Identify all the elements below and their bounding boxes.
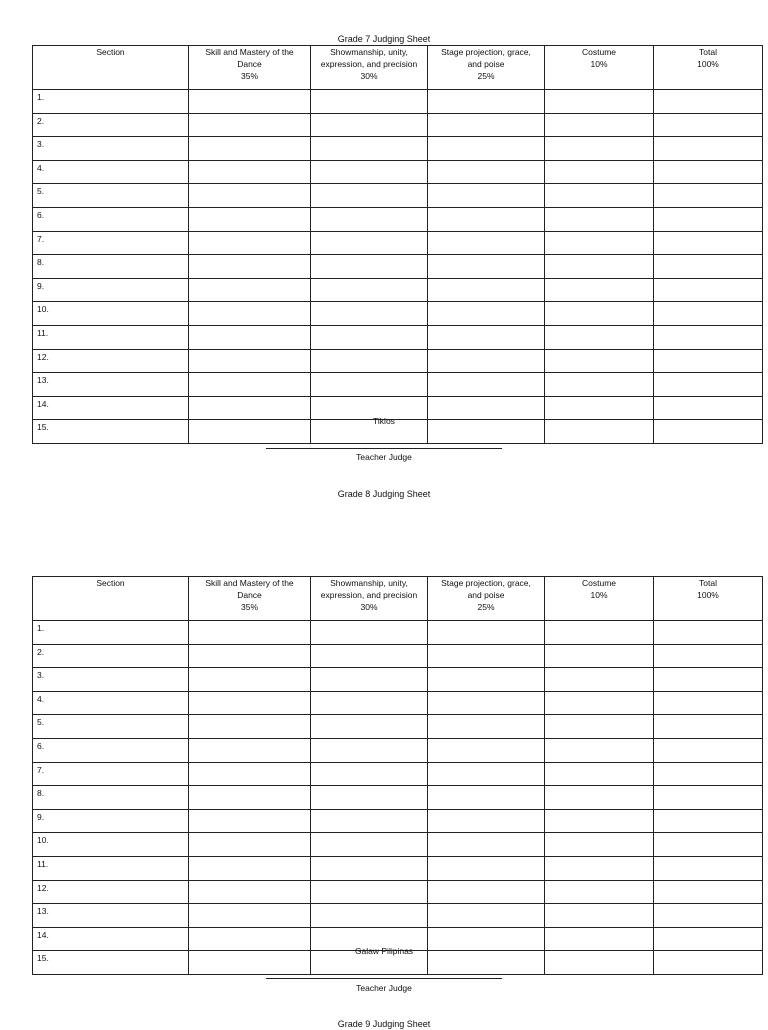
column-header-line: Dance [237, 59, 262, 69]
score-cell[interactable] [428, 207, 545, 231]
row-number: 2. [33, 113, 189, 137]
row-number: 4. [33, 691, 189, 715]
score-cell[interactable] [189, 255, 311, 279]
table-row [33, 113, 763, 137]
dance-name: Galaw Pilipinas [354, 946, 414, 956]
column-header-line: 25% [477, 602, 495, 612]
score-cell[interactable] [545, 90, 654, 114]
score-cell[interactable] [311, 207, 428, 231]
score-cell[interactable] [545, 278, 654, 302]
score-cell[interactable] [189, 349, 311, 373]
score-cell[interactable] [189, 809, 311, 833]
score-cell[interactable] [654, 373, 763, 397]
score-cell[interactable] [654, 621, 763, 645]
score-cell[interactable] [545, 668, 654, 692]
table-row [33, 856, 763, 880]
score-cell[interactable] [311, 373, 428, 397]
score-cell[interactable] [654, 762, 763, 786]
score-cell[interactable] [189, 160, 311, 184]
row-number: 3. [33, 668, 189, 692]
score-cell[interactable] [189, 856, 311, 880]
signature-line [266, 978, 502, 979]
column-header-line: 100% [697, 59, 719, 69]
score-cell[interactable] [189, 762, 311, 786]
score-cell[interactable] [428, 113, 545, 137]
column-header-line: 10% [590, 590, 608, 600]
score-cell[interactable] [189, 302, 311, 326]
table-row [33, 880, 763, 904]
score-cell[interactable] [189, 90, 311, 114]
sheet-title: Grade 9 Judging Sheet [337, 1019, 431, 1029]
column-header-line: 10% [590, 59, 608, 69]
column-header-line: 25% [477, 71, 495, 81]
score-cell[interactable] [545, 184, 654, 208]
score-cell[interactable] [428, 880, 545, 904]
score-cell[interactable] [189, 644, 311, 668]
row-number: 15. [33, 420, 189, 444]
score-cell[interactable] [189, 715, 311, 739]
score-cell[interactable] [654, 325, 763, 349]
table-row [33, 786, 763, 810]
score-cell[interactable] [428, 255, 545, 279]
column-header-line: Total [699, 47, 717, 57]
score-cell[interactable] [654, 231, 763, 255]
score-cell[interactable] [189, 325, 311, 349]
score-cell[interactable] [545, 255, 654, 279]
row-number: 10. [33, 302, 189, 326]
score-cell[interactable] [654, 278, 763, 302]
row-number: 13. [33, 904, 189, 928]
score-cell[interactable] [311, 738, 428, 762]
score-cell[interactable] [428, 325, 545, 349]
table-row [33, 231, 763, 255]
judge-label: Teacher Judge [356, 983, 412, 993]
score-cell[interactable] [654, 302, 763, 326]
score-cell[interactable] [189, 231, 311, 255]
score-cell[interactable] [545, 325, 654, 349]
row-number: 1. [33, 90, 189, 114]
score-cell[interactable] [654, 856, 763, 880]
row-number: 6. [33, 738, 189, 762]
score-cell[interactable] [545, 715, 654, 739]
score-cell[interactable] [545, 786, 654, 810]
judge-label: Teacher Judge [356, 452, 412, 462]
row-number: 1. [33, 621, 189, 645]
column-header [311, 577, 428, 621]
score-cell[interactable] [311, 856, 428, 880]
score-cell[interactable] [428, 349, 545, 373]
score-cell[interactable] [428, 762, 545, 786]
dance-name: Tiklos [373, 416, 395, 426]
column-header-line: 30% [360, 602, 378, 612]
column-header-line: Section [96, 578, 125, 588]
row-number: 13. [33, 373, 189, 397]
score-cell[interactable] [311, 786, 428, 810]
column-header [189, 577, 311, 621]
table-row [33, 160, 763, 184]
score-cell[interactable] [189, 833, 311, 857]
column-header-line: 100% [697, 590, 719, 600]
score-cell[interactable] [545, 856, 654, 880]
score-cell[interactable] [428, 90, 545, 114]
score-cell[interactable] [189, 113, 311, 137]
row-number: 14. [33, 927, 189, 951]
score-cell[interactable] [545, 738, 654, 762]
table-row [33, 762, 763, 786]
score-cell[interactable] [311, 302, 428, 326]
score-cell[interactable] [654, 349, 763, 373]
column-header-line: Costume [581, 47, 616, 57]
score-cell[interactable] [311, 137, 428, 161]
column-header-line: 30% [360, 71, 378, 81]
score-cell[interactable] [311, 762, 428, 786]
score-cell[interactable] [189, 137, 311, 161]
score-cell[interactable] [654, 880, 763, 904]
column-header [545, 46, 654, 90]
table-row [33, 644, 763, 668]
table-header-row [33, 46, 763, 90]
score-cell[interactable] [189, 904, 311, 928]
row-number: 10. [33, 833, 189, 857]
row-number: 5. [33, 184, 189, 208]
score-cell[interactable] [311, 278, 428, 302]
score-cell[interactable] [545, 349, 654, 373]
row-number: 12. [33, 349, 189, 373]
score-cell[interactable] [654, 90, 763, 114]
score-cell[interactable] [311, 668, 428, 692]
row-number: 11. [33, 325, 189, 349]
score-cell[interactable] [189, 738, 311, 762]
score-cell[interactable] [311, 715, 428, 739]
column-header-line: expression, and precision [320, 59, 418, 69]
column-header [545, 577, 654, 621]
score-cell[interactable] [428, 373, 545, 397]
row-number: 8. [33, 255, 189, 279]
score-cell[interactable] [654, 809, 763, 833]
column-header-line: Section [96, 47, 125, 57]
table-row [33, 137, 763, 161]
score-cell[interactable] [428, 691, 545, 715]
score-cell[interactable] [545, 833, 654, 857]
table-row [33, 904, 763, 928]
column-header-line: Stage projection, grace, [441, 578, 531, 588]
score-cell[interactable] [189, 786, 311, 810]
sheet-title: Grade 8 Judging Sheet [337, 489, 431, 499]
score-cell[interactable] [189, 691, 311, 715]
score-cell[interactable] [311, 184, 428, 208]
table-row [33, 373, 763, 397]
score-cell[interactable] [311, 325, 428, 349]
score-cell[interactable] [654, 644, 763, 668]
score-cell[interactable] [654, 137, 763, 161]
row-number: 11. [33, 856, 189, 880]
score-cell[interactable] [654, 833, 763, 857]
row-number: 14. [33, 396, 189, 420]
score-cell[interactable] [654, 184, 763, 208]
score-cell[interactable] [189, 373, 311, 397]
score-cell[interactable] [311, 160, 428, 184]
column-header-line: Costume [581, 578, 616, 588]
score-cell[interactable] [311, 904, 428, 928]
row-number: 7. [33, 231, 189, 255]
score-cell[interactable] [545, 373, 654, 397]
score-cell[interactable] [545, 691, 654, 715]
table-row [33, 90, 763, 114]
score-cell[interactable] [545, 137, 654, 161]
column-header-line: and poise [467, 59, 505, 69]
row-number: 12. [33, 880, 189, 904]
table-row [33, 207, 763, 231]
score-cell[interactable] [654, 715, 763, 739]
row-number: 9. [33, 809, 189, 833]
score-cell[interactable] [189, 880, 311, 904]
score-cell[interactable] [311, 231, 428, 255]
score-cell[interactable] [654, 904, 763, 928]
score-cell[interactable] [654, 160, 763, 184]
row-number: 4. [33, 160, 189, 184]
row-number: 5. [33, 715, 189, 739]
score-cell[interactable] [189, 184, 311, 208]
score-cell[interactable] [311, 349, 428, 373]
score-cell[interactable] [311, 644, 428, 668]
column-header-line: Stage projection, grace, [441, 47, 531, 57]
table-row [33, 833, 763, 857]
table-row [33, 255, 763, 279]
column-header [428, 577, 545, 621]
row-number: 2. [33, 644, 189, 668]
column-header [654, 46, 763, 90]
column-header-line: Dance [237, 590, 262, 600]
column-header-line: Total [699, 578, 717, 588]
score-cell[interactable] [311, 255, 428, 279]
table-row [33, 668, 763, 692]
score-cell[interactable] [189, 207, 311, 231]
score-cell[interactable] [311, 691, 428, 715]
row-number: 6. [33, 207, 189, 231]
score-cell[interactable] [428, 738, 545, 762]
score-cell[interactable] [654, 113, 763, 137]
score-cell[interactable] [654, 691, 763, 715]
column-header-line: and poise [467, 590, 505, 600]
score-cell[interactable] [545, 621, 654, 645]
table-header-row [33, 577, 763, 621]
score-cell[interactable] [189, 621, 311, 645]
table-row [33, 738, 763, 762]
score-cell[interactable] [428, 786, 545, 810]
score-cell[interactable] [545, 904, 654, 928]
column-header-line: Skill and Mastery of the [205, 578, 294, 588]
score-cell[interactable] [428, 715, 545, 739]
table-row [33, 349, 763, 373]
row-number: 15. [33, 951, 189, 975]
column-header-line: Showmanship, unity, [330, 578, 408, 588]
table-row [33, 302, 763, 326]
score-cell[interactable] [545, 207, 654, 231]
score-cell[interactable] [545, 880, 654, 904]
column-header [189, 46, 311, 90]
score-cell[interactable] [654, 738, 763, 762]
score-cell[interactable] [311, 809, 428, 833]
score-cell[interactable] [428, 160, 545, 184]
score-cell[interactable] [428, 231, 545, 255]
column-header-line: Showmanship, unity, [330, 47, 408, 57]
score-cell[interactable] [545, 302, 654, 326]
column-header [428, 46, 545, 90]
score-cell[interactable] [545, 762, 654, 786]
score-cell[interactable] [545, 231, 654, 255]
row-number: 8. [33, 786, 189, 810]
signature-line [266, 448, 502, 449]
column-header-line: 35% [240, 71, 258, 81]
table-row [33, 184, 763, 208]
score-cell[interactable] [311, 621, 428, 645]
score-cell[interactable] [545, 644, 654, 668]
score-cell[interactable] [654, 786, 763, 810]
table-row [33, 809, 763, 833]
score-cell[interactable] [311, 833, 428, 857]
score-cell[interactable] [428, 833, 545, 857]
table-row [33, 621, 763, 645]
score-cell[interactable] [428, 621, 545, 645]
row-number: 3. [33, 137, 189, 161]
score-cell[interactable] [428, 856, 545, 880]
column-header [33, 577, 189, 621]
judging-table-grade-7 [32, 45, 763, 444]
table-row [33, 325, 763, 349]
score-cell[interactable] [428, 137, 545, 161]
score-cell[interactable] [545, 809, 654, 833]
score-cell[interactable] [654, 207, 763, 231]
table-row [33, 278, 763, 302]
score-cell[interactable] [545, 113, 654, 137]
column-header-line: Skill and Mastery of the [205, 47, 294, 57]
score-cell[interactable] [428, 904, 545, 928]
score-cell[interactable] [654, 668, 763, 692]
score-cell[interactable] [428, 668, 545, 692]
column-header-line: 35% [240, 602, 258, 612]
row-number: 7. [33, 762, 189, 786]
score-cell[interactable] [545, 160, 654, 184]
row-number: 9. [33, 278, 189, 302]
score-cell[interactable] [428, 302, 545, 326]
sheet-title: Grade 7 Judging Sheet [337, 34, 431, 44]
score-cell[interactable] [428, 809, 545, 833]
score-cell[interactable] [428, 184, 545, 208]
score-cell[interactable] [428, 644, 545, 668]
judging-table-grade-8 [32, 576, 763, 975]
score-cell[interactable] [189, 668, 311, 692]
table-row [33, 691, 763, 715]
score-cell[interactable] [311, 90, 428, 114]
column-header [33, 46, 189, 90]
column-header-line: expression, and precision [320, 590, 418, 600]
column-header [311, 46, 428, 90]
column-header [654, 577, 763, 621]
score-cell[interactable] [428, 278, 545, 302]
score-cell[interactable] [311, 880, 428, 904]
score-cell[interactable] [311, 113, 428, 137]
table-row [33, 715, 763, 739]
score-cell[interactable] [189, 278, 311, 302]
score-cell[interactable] [654, 255, 763, 279]
